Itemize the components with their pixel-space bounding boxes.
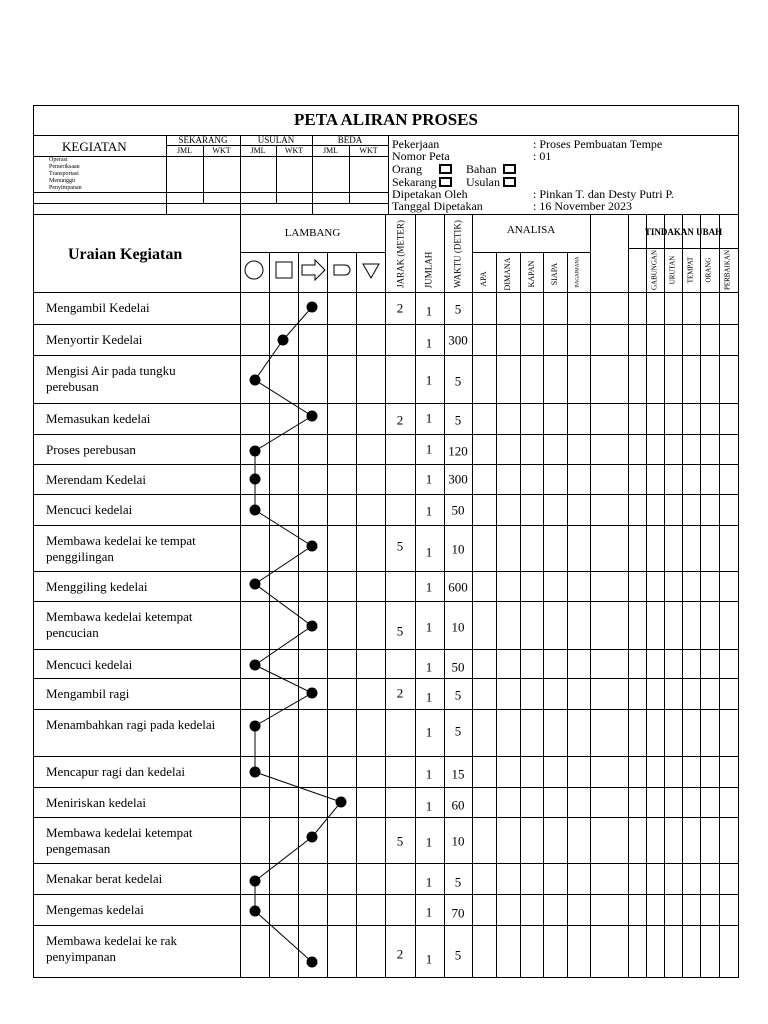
waktu-value: 5 <box>454 947 462 963</box>
waktu-value: 10 <box>451 619 465 635</box>
activity-type: Transportasi <box>49 171 79 177</box>
waktu-value: 10 <box>451 541 465 557</box>
jumlah-value: 1 <box>425 335 433 351</box>
sub-col-label: JML <box>322 146 339 155</box>
usulan-label: Usulan <box>466 175 500 189</box>
analisa-col-label: DIMANA <box>503 257 512 291</box>
flow-dot <box>250 375 261 386</box>
analisa-col-label: APA <box>479 271 488 287</box>
jumlah-value: 1 <box>425 544 433 560</box>
nomor-value: : 01 <box>533 149 552 163</box>
sub-col-label: WKT <box>359 146 378 155</box>
tindakan-heading: TINDAKAN UBAH <box>644 227 723 237</box>
waktu-value: 70 <box>451 905 465 921</box>
activity-type: Pemeriksaan <box>49 164 80 170</box>
flow-dot <box>250 505 261 516</box>
jumlah-value: 1 <box>425 689 433 705</box>
dipetakan-value: : Pinkan T. dan Desty Putri P. <box>533 187 674 201</box>
step-description: Memasukan kedelai <box>46 411 151 426</box>
sub-col-label: WKT <box>212 146 231 155</box>
pekerjaan-label: Pekerjaan <box>392 137 440 151</box>
jarak-value: 5 <box>396 833 404 849</box>
waktu-value: 600 <box>448 579 468 595</box>
sub-col-label: WKT <box>284 146 304 155</box>
waktu-value: 60 <box>451 797 465 813</box>
flow-dot <box>336 797 347 808</box>
step-description: Mengisi Air pada tungku perebusan <box>46 363 176 394</box>
jumlah-value: 1 <box>425 951 433 967</box>
step-description: Menambahkan ragi pada kedelai <box>46 717 216 732</box>
tindakan-col-label: TEMPAT <box>686 256 695 284</box>
jarak-value: 2 <box>396 300 404 316</box>
flow-line <box>255 307 341 962</box>
step-description: Merendam Kedelai <box>46 472 146 487</box>
sub-col-label: JML <box>176 146 193 155</box>
step-description: Mengambil Kedelai <box>46 300 150 315</box>
flow-dot <box>307 621 318 632</box>
jumlah-value: 1 <box>425 874 433 890</box>
flow-dot <box>307 832 318 843</box>
step-description: Menyortir Kedelai <box>46 332 143 347</box>
step-description: Mencapur ragi dan kedelai <box>46 764 185 779</box>
flow-dot <box>307 541 318 552</box>
activity-type: Penyimpanan <box>49 185 82 191</box>
kegiatan-label: KEGIATAN <box>62 139 127 154</box>
waktu-value: 300 <box>448 471 468 487</box>
jumlah-value: 1 <box>425 619 433 635</box>
step-description: Mengemas kedelai <box>46 902 144 917</box>
step-description: Meniriskan kedelai <box>46 795 146 810</box>
waktu-value: 120 <box>448 443 468 459</box>
step-description: Mengambil ragi <box>46 686 130 701</box>
step-description: Membawa kedelai ketempat pengemasan <box>46 825 193 856</box>
uraian-heading: Uraian Kegiatan <box>68 246 183 263</box>
pekerjaan-value: : Proses Pembuatan Tempe <box>533 137 663 151</box>
jumlah-value: 1 <box>425 766 433 782</box>
waktu-value: 5 <box>454 301 462 317</box>
jumlah-value: 1 <box>425 372 433 388</box>
analisa-heading: ANALISA <box>506 224 556 236</box>
sub-col-label: JML <box>250 146 266 155</box>
step-description: Mencuci kedelai <box>46 502 133 517</box>
tindakan-col-label: ORANG <box>704 257 713 283</box>
step-description: Mencuci kedelai <box>46 657 133 672</box>
flow-dot <box>250 767 261 778</box>
flow-dot <box>250 876 261 887</box>
analisa-col-label: KAPAN <box>527 260 536 288</box>
tindakan-col-label: PERBAIKAN <box>723 249 732 291</box>
jarak-value: 5 <box>396 623 404 639</box>
jumlah-value: 1 <box>425 471 433 487</box>
group-beda: BEDA <box>337 135 363 145</box>
step-description: Membawa kedelai ketempat pencucian <box>46 609 193 640</box>
jumlah-value: 1 <box>425 904 433 920</box>
jumlah-value: 1 <box>425 659 433 675</box>
group-sekarang: SEKARANG <box>178 135 228 145</box>
waktu-value: 5 <box>454 723 462 739</box>
jarak-value: 5 <box>396 538 404 554</box>
jumlah-value: 1 <box>425 798 433 814</box>
jarak-heading: JARAK (METER) <box>395 220 406 288</box>
sekarang-label: Sekarang <box>392 175 437 189</box>
waktu-value: 5 <box>454 874 462 890</box>
step-description: Menakar berat kedelai <box>46 871 163 886</box>
waktu-value: 50 <box>451 659 465 675</box>
waktu-heading: WAKTU (DETIK) <box>452 220 463 288</box>
flow-dot <box>250 579 261 590</box>
analisa-col-label: BAGAIMANA <box>575 256 581 288</box>
jarak-value: 2 <box>396 412 404 428</box>
dipetakan-label: Dipetakan Oleh <box>392 187 468 201</box>
flow-dot <box>307 688 318 699</box>
lambang-heading: LAMBANG <box>284 227 341 239</box>
nomor-label: Nomor Peta <box>392 149 450 163</box>
group-usulan: USULAN <box>257 135 295 145</box>
jarak-value: 2 <box>396 685 404 701</box>
activity-type: Menunggu <box>49 178 75 184</box>
bahan-label: Bahan <box>466 162 497 176</box>
jumlah-value: 1 <box>425 441 433 457</box>
flow-dot <box>307 302 318 313</box>
activity-type: Operasi <box>49 157 68 163</box>
waktu-value: 5 <box>454 373 462 389</box>
jumlah-value: 1 <box>425 503 433 519</box>
jumlah-heading: JUMLAH <box>423 251 434 289</box>
tanggal-value: : 16 November 2023 <box>533 199 632 213</box>
waktu-value: 50 <box>451 502 465 518</box>
jumlah-value: 1 <box>425 579 433 595</box>
flow-dot <box>250 660 261 671</box>
flow-dot <box>250 474 261 485</box>
tindakan-col-label: GABUNGAN <box>650 249 659 291</box>
jumlah-value: 1 <box>425 834 433 850</box>
waktu-value: 5 <box>454 687 462 703</box>
chart-title: PETA ALIRAN PROSES <box>294 110 478 129</box>
analisa-col-label: SIAPA <box>550 262 559 286</box>
jarak-value: 2 <box>396 946 404 962</box>
tindakan-col-label: URUTAN <box>668 255 677 285</box>
step-description: Membawa kedelai ke tempat penggilingan <box>46 533 196 564</box>
step-description: Proses perebusan <box>46 442 136 457</box>
jumlah-value: 1 <box>425 724 433 740</box>
jumlah-value: 1 <box>425 303 433 319</box>
jumlah-value: 1 <box>425 410 433 426</box>
orang-label: Orang <box>392 162 422 176</box>
flow-dot <box>250 906 261 917</box>
flow-dot <box>250 721 261 732</box>
flow-dot <box>278 335 289 346</box>
waktu-value: 5 <box>454 412 462 428</box>
waktu-value: 15 <box>451 766 465 782</box>
flow-dot <box>307 957 318 968</box>
tanggal-label: Tanggal Dipetakan <box>392 199 483 213</box>
step-description: Menggiling kedelai <box>46 579 148 594</box>
flow-dot <box>307 411 318 422</box>
step-description: Membawa kedelai ke rak penyimpanan <box>46 933 178 964</box>
waktu-value: 300 <box>448 332 468 348</box>
waktu-value: 10 <box>451 833 465 849</box>
flow-dot <box>250 446 261 457</box>
